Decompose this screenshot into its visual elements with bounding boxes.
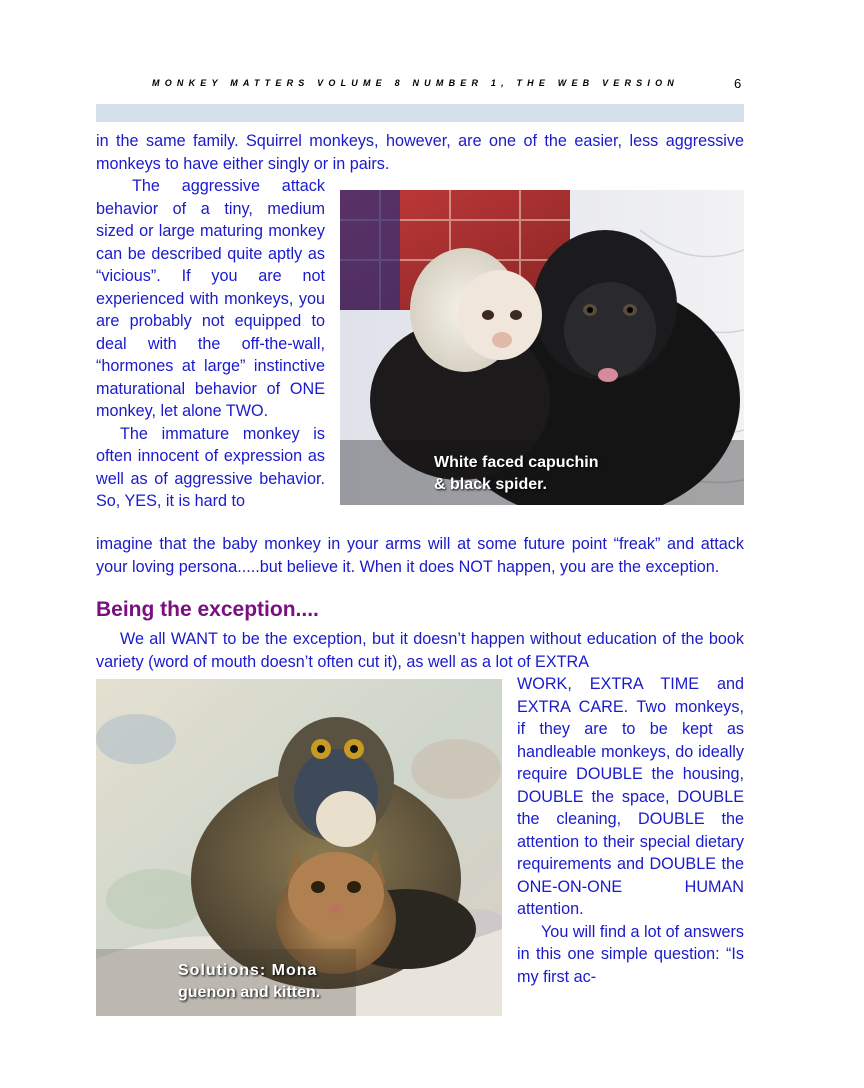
top-photo-caption [434, 452, 598, 496]
paragraph-5: You will find a lot of answers in this one simple question: “Is my first ac- [517, 922, 744, 986]
paragraph-4-end: WORK, EXTRA TIME and EXTRA CARE. Two monkeys, if they are to be kept as handleable monkeys, do ideally require DOUBLE the housing, DOUBLE the space, DOUBLE the cleaning, DOUBLE the attention to their special dietary requirements and DOUBLE the ONE-ON-ONE HUMAN attention. [517, 675, 744, 918]
paragraph-3-start: The immature monkey is often innocent of expression as well as of aggressive behavior. So, YES, it is hard to [96, 424, 325, 510]
body-text-intro [96, 130, 744, 175]
page-number: 6 [734, 76, 742, 91]
section-heading: Being the exception.... [96, 598, 319, 621]
bottom-caption-line-1: Solutions: Mona [178, 962, 318, 979]
body-text-continuation [96, 533, 744, 578]
running-header: MONKEY MATTERS VOLUME 8 NUMBER 1, THE WEB VERSION [152, 78, 679, 88]
paragraph-2: The aggressive attack behavior of a tiny, medium sized or large maturing monkey can be described quite aptly as “vicious”. If you are not experienced with monkeys, you are probably not equipped to deal with the off-the-wall, “hormones at large” instinctive maturational behavior of ONE monkey, let alone TWO. [96, 177, 325, 420]
top-caption-line-1: White faced capuchin [434, 454, 599, 471]
body-text-right-column [517, 673, 744, 988]
body-text-section [96, 628, 744, 673]
bottom-caption-line-2: guenon and kitten. [178, 984, 321, 1001]
capuchin-spider-photo [340, 190, 744, 505]
top-caption-line-2: & black spider. [434, 476, 547, 493]
guenon-kitten-photo [96, 679, 502, 1016]
bottom-photo-caption [178, 960, 320, 1004]
paragraph-3-end: imagine that the baby monkey in your arms will at some future point “freak” and attack your loving persona.....but believe it. When it does NOT happen, you are the exception. [96, 535, 744, 576]
paragraph-1: in the same family. Squirrel monkeys, however, are one of the easier, less aggressive monkeys to have either singly or in pairs. [96, 132, 744, 173]
paragraph-4-start: We all WANT to be the exception, but it doesn’t happen without education of the book variety (word of mouth doesn’t often cut it), as well as a lot of EXTRA [96, 630, 744, 671]
body-text-left-column [96, 175, 325, 513]
header-band [96, 104, 744, 122]
